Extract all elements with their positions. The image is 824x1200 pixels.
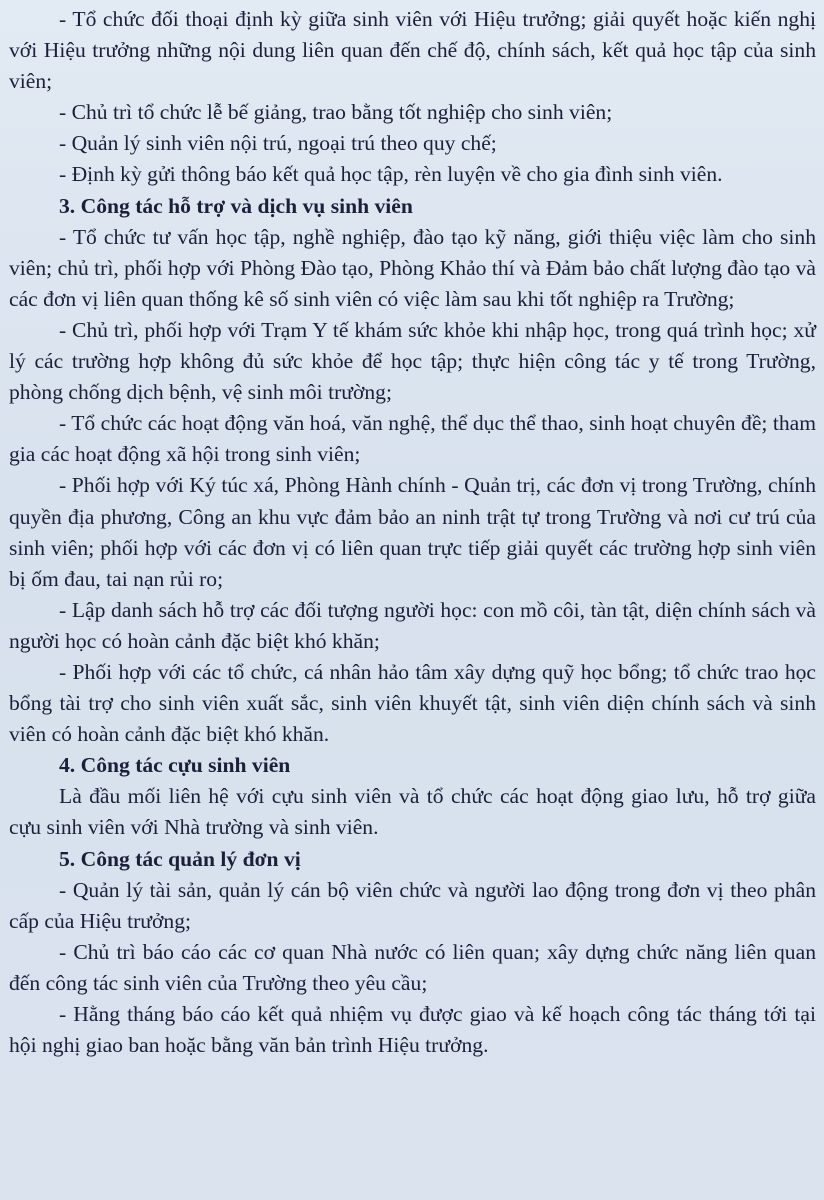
paragraph: - Chủ trì, phối hợp với Trạm Y tế khám sức khỏe khi nhập học, trong quá trình học; xử lý các trường hợp không đủ sức khỏe để học tập; thực hiện công tác y tế trong Trường, phòng chống dịch bệnh, vệ sinh môi trường; xyxy=(9,317,816,405)
paragraph: - Hằng tháng báo cáo kết quả nhiệm vụ được giao và kế hoạch công tác tháng tới tại hội nghị giao ban hoặc bằng văn bản trình Hiệu trưởng. xyxy=(9,1002,816,1058)
paragraph: - Tổ chức các hoạt động văn hoá, văn nghệ, thể dục thể thao, sinh hoạt chuyên đề; tham gia các hoạt động xã hội trong sinh viên; xyxy=(9,411,816,467)
paragraph: - Phối hợp với Ký túc xá, Phòng Hành chính - Quản trị, các đơn vị trong Trường, chính quyền địa phương, Công an khu vực đảm bảo an ninh trật tự trong Trường và nơi cư trú của sinh viên; phối hợp với các đơn vị có liên quan trực tiếp giải quyết các trường hợp sinh viên bị ốm đau, tai nạn rủi ro; xyxy=(9,473,816,591)
paragraph: - Chủ trì tổ chức lễ bế giảng, trao bằng tốt nghiệp cho sinh viên; xyxy=(59,100,613,125)
section-heading: 4. Công tác cựu sinh viên xyxy=(59,753,291,778)
paragraph: - Quản lý sinh viên nội trú, ngoại trú theo quy chế; xyxy=(59,131,497,156)
paragraph: - Tổ chức tư vấn học tập, nghề nghiệp, đào tạo kỹ năng, giới thiệu việc làm cho sinh viên; chủ trì, phối hợp với Phòng Đào tạo, Phòng Khảo thí và Đảm bảo chất lượng đào tạo và các đơn vị liên quan thống kê số sinh viên có việc làm sau khi tốt nghiệp ra Trường; xyxy=(9,224,817,311)
paragraph: - Định kỳ gửi thông báo kết quả học tập, rèn luyện về cho gia đình sinh viên. xyxy=(59,162,723,187)
paragraph: Là đầu mối liên hệ với cựu sinh viên và tổ chức các hoạt động giao lưu, hỗ trợ giữa cựu sinh viên với Nhà trường và sinh viên. xyxy=(9,784,816,840)
paragraph: - Tổ chức đối thoại định kỳ giữa sinh viên với Hiệu trưởng; giải quyết hoặc kiến nghị với Hiệu trưởng những nội dung liên quan đến chế độ, chính sách, kết quả học tập của sinh viên; xyxy=(9,7,816,94)
section-heading: 5. Công tác quản lý đơn vị xyxy=(59,846,301,871)
section-heading: 3. Công tác hỗ trợ và dịch vụ sinh viên xyxy=(59,193,413,218)
paragraph: - Phối hợp với các tổ chức, cá nhân hảo tâm xây dựng quỹ học bổng; tổ chức trao học bổng tài trợ cho sinh viên xuất sắc, sinh viên khuyết tật, sinh viên diện chính sách và sinh viên có hoàn cảnh đặc biệt khó khăn. xyxy=(9,659,816,747)
paragraph: - Chủ trì báo cáo các cơ quan Nhà nước có liên quan; xây dựng chức năng liên quan đến công tác sinh viên của Trường theo yêu cầu; xyxy=(9,939,816,995)
paragraph: - Quản lý tài sản, quản lý cán bộ viên chức và người lao động trong đơn vị theo phân cấp của Hiệu trưởng; xyxy=(9,877,816,933)
paragraph: - Lập danh sách hỗ trợ các đối tượng người học: con mồ côi, tàn tật, diện chính sách và người học có hoàn cảnh đặc biệt khó khăn; xyxy=(9,597,816,653)
